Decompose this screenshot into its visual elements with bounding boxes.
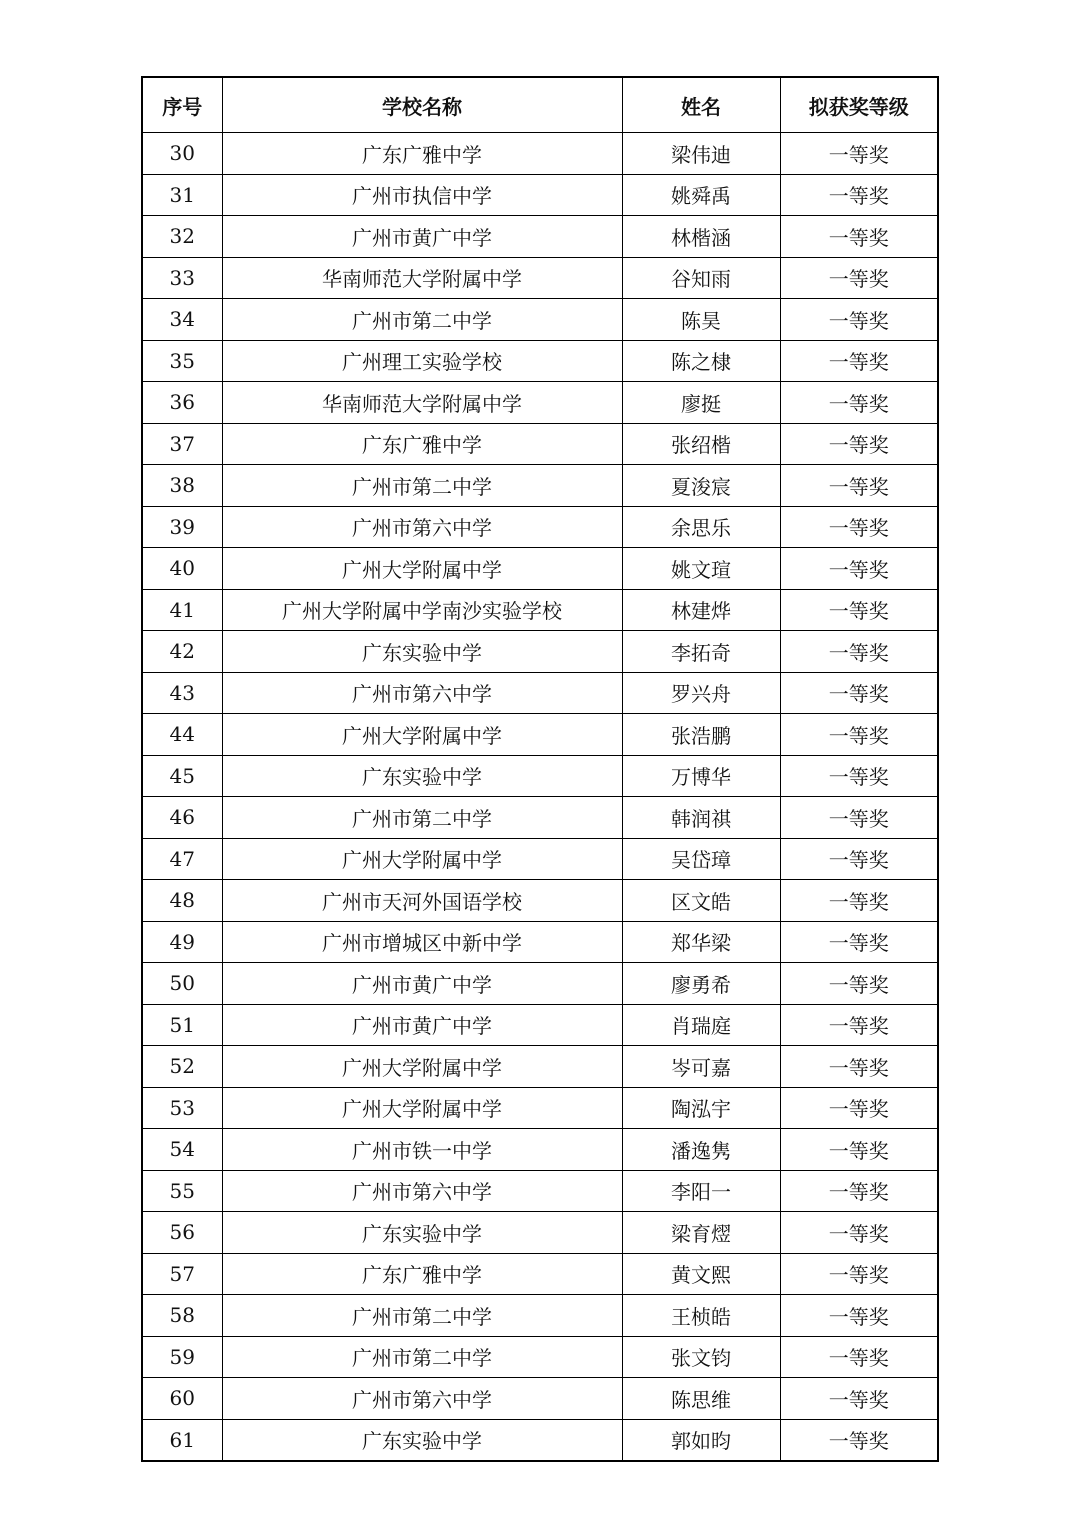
header-school-name: 学校名称 <box>222 77 622 133</box>
cell-award-level: 一等奖 <box>780 1129 938 1171</box>
cell-serial-number: 60 <box>142 1378 222 1420</box>
cell-school-name: 广州大学附属中学 <box>222 838 622 880</box>
cell-student-name: 郑华梁 <box>622 921 780 963</box>
cell-serial-number: 36 <box>142 382 222 424</box>
cell-student-name: 陈昊 <box>622 299 780 341</box>
cell-award-level: 一等奖 <box>780 299 938 341</box>
cell-student-name: 李拓奇 <box>622 631 780 673</box>
cell-serial-number: 53 <box>142 1087 222 1129</box>
cell-school-name: 广州大学附属中学 <box>222 1046 622 1088</box>
cell-school-name: 广州市第六中学 <box>222 1378 622 1420</box>
table-row <box>142 1419 938 1461</box>
cell-serial-number: 61 <box>142 1419 222 1461</box>
table-row <box>142 1212 938 1254</box>
cell-school-name: 广州市第二中学 <box>222 465 622 507</box>
cell-award-level: 一等奖 <box>780 714 938 756</box>
cell-student-name: 岑可嘉 <box>622 1046 780 1088</box>
cell-serial-number: 40 <box>142 548 222 590</box>
cell-school-name: 广东实验中学 <box>222 1419 622 1461</box>
cell-award-level: 一等奖 <box>780 1046 938 1088</box>
cell-school-name: 广州大学附属中学 <box>222 714 622 756</box>
cell-school-name: 广东实验中学 <box>222 631 622 673</box>
cell-school-name: 广东广雅中学 <box>222 1253 622 1295</box>
cell-award-level: 一等奖 <box>780 382 938 424</box>
cell-student-name: 林楷涵 <box>622 216 780 258</box>
cell-serial-number: 34 <box>142 299 222 341</box>
cell-school-name: 广州市第二中学 <box>222 1295 622 1337</box>
cell-serial-number: 52 <box>142 1046 222 1088</box>
cell-student-name: 廖挺 <box>622 382 780 424</box>
cell-student-name: 黄文熙 <box>622 1253 780 1295</box>
cell-award-level: 一等奖 <box>780 755 938 797</box>
cell-award-level: 一等奖 <box>780 1253 938 1295</box>
table-row <box>142 1378 938 1420</box>
cell-serial-number: 54 <box>142 1129 222 1171</box>
cell-school-name: 广东实验中学 <box>222 1212 622 1254</box>
cell-student-name: 郭如昀 <box>622 1419 780 1461</box>
cell-school-name: 广州大学附属中学 <box>222 548 622 590</box>
cell-student-name: 姚舜禹 <box>622 174 780 216</box>
cell-award-level: 一等奖 <box>780 174 938 216</box>
table-row <box>142 1295 938 1337</box>
table-row <box>142 880 938 922</box>
cell-award-level: 一等奖 <box>780 1087 938 1129</box>
cell-student-name: 陈思维 <box>622 1378 780 1420</box>
cell-serial-number: 48 <box>142 880 222 922</box>
cell-school-name: 广州市黄广中学 <box>222 216 622 258</box>
table-row <box>142 921 938 963</box>
cell-award-level: 一等奖 <box>780 548 938 590</box>
header-student-name: 姓名 <box>622 77 780 133</box>
cell-serial-number: 35 <box>142 340 222 382</box>
cell-award-level: 一等奖 <box>780 1212 938 1254</box>
cell-serial-number: 37 <box>142 423 222 465</box>
table-row <box>142 838 938 880</box>
cell-award-level: 一等奖 <box>780 340 938 382</box>
cell-serial-number: 58 <box>142 1295 222 1337</box>
cell-serial-number: 32 <box>142 216 222 258</box>
cell-serial-number: 46 <box>142 797 222 839</box>
award-list-table <box>141 76 939 1462</box>
cell-award-level: 一等奖 <box>780 216 938 258</box>
cell-student-name: 梁育熤 <box>622 1212 780 1254</box>
cell-serial-number: 56 <box>142 1212 222 1254</box>
table-row <box>142 340 938 382</box>
cell-award-level: 一等奖 <box>780 465 938 507</box>
table-row <box>142 423 938 465</box>
table-row <box>142 589 938 631</box>
cell-student-name: 夏浚宸 <box>622 465 780 507</box>
cell-student-name: 王桢皓 <box>622 1295 780 1337</box>
cell-serial-number: 57 <box>142 1253 222 1295</box>
cell-school-name: 广州市铁一中学 <box>222 1129 622 1171</box>
cell-school-name: 广州市增城区中新中学 <box>222 921 622 963</box>
cell-serial-number: 47 <box>142 838 222 880</box>
cell-school-name: 广东广雅中学 <box>222 423 622 465</box>
cell-award-level: 一等奖 <box>780 423 938 465</box>
header-award-level: 拟获奖等级 <box>780 77 938 133</box>
cell-student-name: 姚文瑄 <box>622 548 780 590</box>
cell-student-name: 梁伟迪 <box>622 133 780 175</box>
cell-student-name: 谷知雨 <box>622 257 780 299</box>
cell-serial-number: 38 <box>142 465 222 507</box>
cell-student-name: 李阳一 <box>622 1170 780 1212</box>
table-row <box>142 548 938 590</box>
cell-student-name: 余思乐 <box>622 506 780 548</box>
table-row <box>142 963 938 1005</box>
cell-serial-number: 33 <box>142 257 222 299</box>
table-row <box>142 299 938 341</box>
table-row <box>142 1170 938 1212</box>
cell-award-level: 一等奖 <box>780 1336 938 1378</box>
cell-school-name: 华南师范大学附属中学 <box>222 382 622 424</box>
cell-student-name: 廖勇希 <box>622 963 780 1005</box>
cell-school-name: 广州市黄广中学 <box>222 1004 622 1046</box>
cell-serial-number: 55 <box>142 1170 222 1212</box>
table-row <box>142 672 938 714</box>
cell-serial-number: 31 <box>142 174 222 216</box>
cell-school-name: 华南师范大学附属中学 <box>222 257 622 299</box>
cell-serial-number: 49 <box>142 921 222 963</box>
table-row <box>142 1046 938 1088</box>
cell-school-name: 广州市第二中学 <box>222 1336 622 1378</box>
cell-student-name: 潘逸隽 <box>622 1129 780 1171</box>
cell-school-name: 广东广雅中学 <box>222 133 622 175</box>
cell-award-level: 一等奖 <box>780 1378 938 1420</box>
cell-school-name: 广州市第二中学 <box>222 299 622 341</box>
cell-school-name: 广州理工实验学校 <box>222 340 622 382</box>
cell-school-name: 广州市天河外国语学校 <box>222 880 622 922</box>
cell-award-level: 一等奖 <box>780 880 938 922</box>
cell-award-level: 一等奖 <box>780 797 938 839</box>
table-row <box>142 382 938 424</box>
cell-serial-number: 39 <box>142 506 222 548</box>
cell-award-level: 一等奖 <box>780 257 938 299</box>
cell-serial-number: 44 <box>142 714 222 756</box>
cell-award-level: 一等奖 <box>780 589 938 631</box>
cell-student-name: 肖瑞庭 <box>622 1004 780 1046</box>
cell-award-level: 一等奖 <box>780 1170 938 1212</box>
cell-award-level: 一等奖 <box>780 1419 938 1461</box>
table-row <box>142 1087 938 1129</box>
cell-school-name: 广州市执信中学 <box>222 174 622 216</box>
table-row <box>142 133 938 175</box>
cell-school-name: 广州市第六中学 <box>222 672 622 714</box>
cell-student-name: 张浩鹏 <box>622 714 780 756</box>
cell-serial-number: 51 <box>142 1004 222 1046</box>
cell-student-name: 万博华 <box>622 755 780 797</box>
cell-award-level: 一等奖 <box>780 133 938 175</box>
table-row <box>142 1129 938 1171</box>
cell-student-name: 张文钧 <box>622 1336 780 1378</box>
table-row <box>142 1336 938 1378</box>
table-row <box>142 506 938 548</box>
cell-award-level: 一等奖 <box>780 631 938 673</box>
table-row <box>142 257 938 299</box>
table-row <box>142 714 938 756</box>
cell-student-name: 区文皓 <box>622 880 780 922</box>
cell-award-level: 一等奖 <box>780 672 938 714</box>
cell-serial-number: 41 <box>142 589 222 631</box>
cell-award-level: 一等奖 <box>780 838 938 880</box>
cell-serial-number: 43 <box>142 672 222 714</box>
cell-school-name: 广州市黄广中学 <box>222 963 622 1005</box>
table-header-row <box>142 77 938 133</box>
table-body <box>142 133 938 1462</box>
table-row <box>142 1253 938 1295</box>
cell-serial-number: 59 <box>142 1336 222 1378</box>
table-row <box>142 216 938 258</box>
table-row <box>142 631 938 673</box>
cell-serial-number: 50 <box>142 963 222 1005</box>
cell-award-level: 一等奖 <box>780 1295 938 1337</box>
cell-serial-number: 45 <box>142 755 222 797</box>
cell-student-name: 陶泓宇 <box>622 1087 780 1129</box>
cell-award-level: 一等奖 <box>780 921 938 963</box>
cell-school-name: 广州市第六中学 <box>222 1170 622 1212</box>
table-row <box>142 797 938 839</box>
table-row <box>142 174 938 216</box>
cell-student-name: 罗兴舟 <box>622 672 780 714</box>
cell-student-name: 张绍楷 <box>622 423 780 465</box>
cell-school-name: 广州大学附属中学 <box>222 1087 622 1129</box>
table-row <box>142 755 938 797</box>
cell-award-level: 一等奖 <box>780 963 938 1005</box>
cell-school-name: 广州大学附属中学南沙实验学校 <box>222 589 622 631</box>
cell-award-level: 一等奖 <box>780 1004 938 1046</box>
cell-student-name: 陈之棣 <box>622 340 780 382</box>
cell-school-name: 广州市第二中学 <box>222 797 622 839</box>
cell-school-name: 广东实验中学 <box>222 755 622 797</box>
cell-student-name: 林建烨 <box>622 589 780 631</box>
cell-serial-number: 30 <box>142 133 222 175</box>
cell-award-level: 一等奖 <box>780 506 938 548</box>
header-serial-number: 序号 <box>142 77 222 133</box>
cell-serial-number: 42 <box>142 631 222 673</box>
cell-student-name: 吴岱璋 <box>622 838 780 880</box>
cell-school-name: 广州市第六中学 <box>222 506 622 548</box>
table-row <box>142 1004 938 1046</box>
table-row <box>142 465 938 507</box>
cell-student-name: 韩润祺 <box>622 797 780 839</box>
